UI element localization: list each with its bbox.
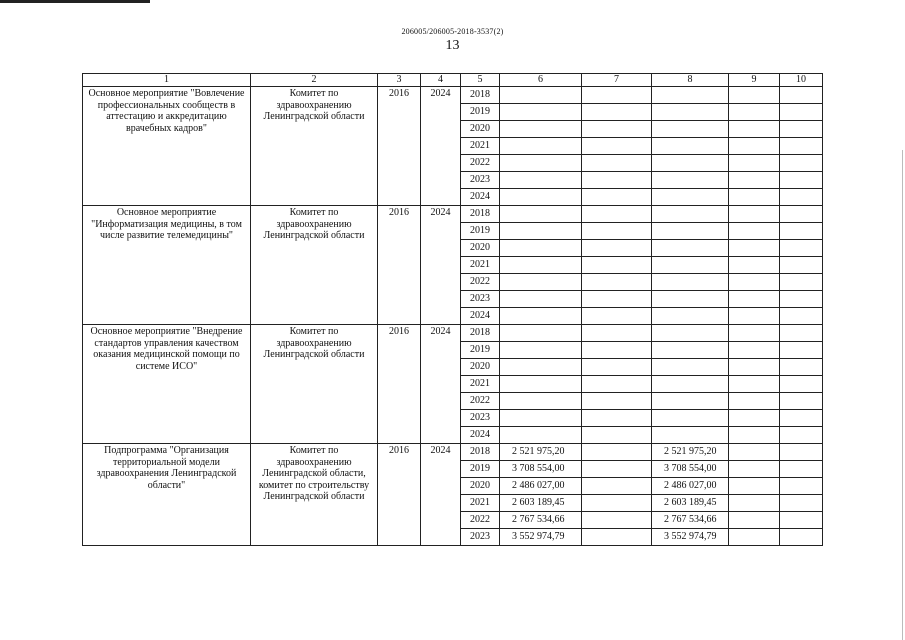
amount-cell-c6 [500,138,582,155]
amount-cell-c8 [652,206,729,223]
amount-cell-c8 [652,342,729,359]
page-number: 13 [445,38,460,53]
amount-cell-c6 [500,376,582,393]
amount-cell-c7 [582,427,652,444]
executor-cell: Комитет по здравоохранению Ленинградской области [251,325,378,444]
amount-cell-c6: 2 767 534,66 [500,512,582,529]
activity-cell: Основное мероприятие "Вовлечение профессиональных сообществ в аттестацию и аккредитацию врачебных кадров" [83,87,251,206]
amount-cell-c10 [780,257,823,274]
table-body [83,74,823,546]
year-cell: 2023 [461,410,500,427]
start-year-cell: 2016 [378,325,421,444]
amount-cell-c8: 2 486 027,00 [652,478,729,495]
year-cell: 2021 [461,495,500,512]
amount-cell-c8 [652,155,729,172]
amount-cell-c8: 2 767 534,66 [652,512,729,529]
year-cell: 2019 [461,461,500,478]
amount-cell-c7 [582,512,652,529]
amount-cell-c9 [729,495,780,512]
amount-cell-c9 [729,155,780,172]
amount-cell-c8 [652,291,729,308]
amount-cell-c6 [500,291,582,308]
amount-cell-c10 [780,87,823,104]
amount-cell-c6 [500,104,582,121]
amount-cell-c10 [780,223,823,240]
year-cell: 2020 [461,240,500,257]
amount-cell-c8 [652,87,729,104]
budget-table [82,73,823,546]
end-year-cell: 2024 [421,87,461,206]
table-row [83,325,823,342]
year-cell: 2019 [461,104,500,121]
amount-cell-c8 [652,376,729,393]
activity-cell: Подпрограмма "Организация территориальной модели здравоохранения Ленинградской области" [83,444,251,546]
activity-cell: Основное мероприятие "Информатизация медицины, в том числе развитие телемедицины" [83,206,251,325]
year-cell: 2024 [461,308,500,325]
amount-cell-c7 [582,291,652,308]
amount-cell-c8 [652,189,729,206]
year-cell: 2020 [461,478,500,495]
year-cell: 2020 [461,359,500,376]
amount-cell-c9 [729,444,780,461]
amount-cell-c9 [729,342,780,359]
amount-cell-c10 [780,393,823,410]
amount-cell-c10 [780,512,823,529]
amount-cell-c7 [582,223,652,240]
year-cell: 2022 [461,393,500,410]
amount-cell-c10 [780,342,823,359]
end-year-cell: 2024 [421,206,461,325]
amount-cell-c10 [780,410,823,427]
amount-cell-c10 [780,240,823,257]
amount-cell-c8 [652,240,729,257]
amount-cell-c8: 2 521 975,20 [652,444,729,461]
table-row [83,206,823,223]
amount-cell-c6: 3 708 554,00 [500,461,582,478]
column-number-header: 10 [780,74,823,87]
amount-cell-c7 [582,495,652,512]
column-number-row [83,74,823,87]
column-number-header: 6 [500,74,582,87]
amount-cell-c9 [729,325,780,342]
amount-cell-c7 [582,138,652,155]
amount-cell-c8 [652,172,729,189]
year-cell: 2022 [461,512,500,529]
amount-cell-c7 [582,529,652,546]
amount-cell-c7 [582,359,652,376]
scan-edge-mark [0,0,150,3]
amount-cell-c8 [652,104,729,121]
amount-cell-c9 [729,104,780,121]
amount-cell-c10 [780,359,823,376]
year-cell: 2018 [461,87,500,104]
amount-cell-c7 [582,172,652,189]
year-cell: 2019 [461,342,500,359]
year-cell: 2018 [461,206,500,223]
amount-cell-c9 [729,189,780,206]
amount-cell-c6 [500,427,582,444]
amount-cell-c6 [500,87,582,104]
amount-cell-c6 [500,172,582,189]
executor-cell: Комитет по здравоохранению Ленинградской области [251,87,378,206]
column-number-header: 2 [251,74,378,87]
amount-cell-c10 [780,104,823,121]
year-cell: 2022 [461,155,500,172]
amount-cell-c9 [729,206,780,223]
amount-cell-c7 [582,325,652,342]
amount-cell-c7 [582,274,652,291]
document-id: 206005/206005-2018-3537(2) [401,27,504,36]
table-row [83,444,823,461]
amount-cell-c9 [729,257,780,274]
amount-cell-c9 [729,274,780,291]
amount-cell-c7 [582,478,652,495]
column-number-header: 4 [421,74,461,87]
amount-cell-c7 [582,410,652,427]
amount-cell-c8 [652,257,729,274]
amount-cell-c6 [500,257,582,274]
amount-cell-c6 [500,410,582,427]
amount-cell-c8 [652,325,729,342]
amount-cell-c6 [500,155,582,172]
amount-cell-c10 [780,325,823,342]
amount-cell-c8 [652,359,729,376]
amount-cell-c9 [729,512,780,529]
amount-cell-c9 [729,291,780,308]
amount-cell-c8: 3 552 974,79 [652,529,729,546]
amount-cell-c7 [582,393,652,410]
amount-cell-c8 [652,121,729,138]
amount-cell-c6 [500,342,582,359]
start-year-cell: 2016 [378,206,421,325]
year-cell: 2023 [461,291,500,308]
amount-cell-c7 [582,155,652,172]
start-year-cell: 2016 [378,444,421,546]
amount-cell-c8 [652,138,729,155]
amount-cell-c10 [780,138,823,155]
amount-cell-c6 [500,121,582,138]
year-cell: 2021 [461,257,500,274]
amount-cell-c10 [780,376,823,393]
year-cell: 2021 [461,138,500,155]
amount-cell-c10 [780,308,823,325]
amount-cell-c6: 3 552 974,79 [500,529,582,546]
amount-cell-c8 [652,427,729,444]
activity-cell: Основное мероприятие "Внедрение стандартов управления качеством оказания медицинской помощи по системе ИСО" [83,325,251,444]
year-cell: 2018 [461,444,500,461]
amount-cell-c7 [582,189,652,206]
amount-cell-c6 [500,325,582,342]
amount-cell-c6 [500,359,582,376]
amount-cell-c8: 2 603 189,45 [652,495,729,512]
year-cell: 2023 [461,172,500,189]
amount-cell-c7 [582,257,652,274]
amount-cell-c9 [729,87,780,104]
year-cell: 2018 [461,325,500,342]
column-number-header: 9 [729,74,780,87]
amount-cell-c6 [500,223,582,240]
amount-cell-c8 [652,223,729,240]
amount-cell-c8 [652,393,729,410]
amount-cell-c9 [729,529,780,546]
amount-cell-c9 [729,478,780,495]
amount-cell-c9 [729,410,780,427]
column-number-header: 8 [652,74,729,87]
amount-cell-c10 [780,495,823,512]
amount-cell-c10 [780,189,823,206]
amount-cell-c6: 2 603 189,45 [500,495,582,512]
amount-cell-c7 [582,342,652,359]
amount-cell-c9 [729,308,780,325]
column-number-header: 1 [83,74,251,87]
end-year-cell: 2024 [421,325,461,444]
start-year-cell: 2016 [378,87,421,206]
year-cell: 2024 [461,189,500,206]
amount-cell-c7 [582,87,652,104]
amount-cell-c6 [500,393,582,410]
executor-cell: Комитет по здравоохранению Ленинградской области [251,206,378,325]
amount-cell-c10 [780,274,823,291]
amount-cell-c9 [729,376,780,393]
amount-cell-c6 [500,189,582,206]
amount-cell-c9 [729,138,780,155]
amount-cell-c9 [729,461,780,478]
amount-cell-c10 [780,172,823,189]
amount-cell-c6 [500,308,582,325]
amount-cell-c9 [729,359,780,376]
amount-cell-c10 [780,529,823,546]
amount-cell-c6: 2 521 975,20 [500,444,582,461]
year-cell: 2019 [461,223,500,240]
amount-cell-c10 [780,461,823,478]
amount-cell-c9 [729,393,780,410]
amount-cell-c7 [582,308,652,325]
amount-cell-c10 [780,427,823,444]
end-year-cell: 2024 [421,444,461,546]
amount-cell-c9 [729,223,780,240]
amount-cell-c8: 3 708 554,00 [652,461,729,478]
year-cell: 2020 [461,121,500,138]
amount-cell-c8 [652,410,729,427]
amount-cell-c7 [582,240,652,257]
amount-cell-c6 [500,206,582,223]
amount-cell-c9 [729,172,780,189]
column-number-header: 7 [582,74,652,87]
amount-cell-c8 [652,308,729,325]
amount-cell-c9 [729,240,780,257]
amount-cell-c9 [729,121,780,138]
amount-cell-c7 [582,461,652,478]
column-number-header: 5 [461,74,500,87]
amount-cell-c6 [500,240,582,257]
scan-edge-line [902,150,903,640]
amount-cell-c10 [780,206,823,223]
executor-cell: Комитет по здравоохранению Ленинградской области, комитет по строительству Ленинградской области [251,444,378,546]
column-number-header: 3 [378,74,421,87]
amount-cell-c9 [729,427,780,444]
amount-cell-c8 [652,274,729,291]
amount-cell-c7 [582,206,652,223]
year-cell: 2021 [461,376,500,393]
year-cell: 2024 [461,427,500,444]
table-row [83,87,823,104]
amount-cell-c7 [582,104,652,121]
amount-cell-c7 [582,376,652,393]
amount-cell-c10 [780,478,823,495]
year-cell: 2022 [461,274,500,291]
amount-cell-c10 [780,444,823,461]
amount-cell-c7 [582,121,652,138]
amount-cell-c6: 2 486 027,00 [500,478,582,495]
amount-cell-c10 [780,121,823,138]
amount-cell-c6 [500,274,582,291]
amount-cell-c10 [780,291,823,308]
amount-cell-c7 [582,444,652,461]
amount-cell-c10 [780,155,823,172]
year-cell: 2023 [461,529,500,546]
